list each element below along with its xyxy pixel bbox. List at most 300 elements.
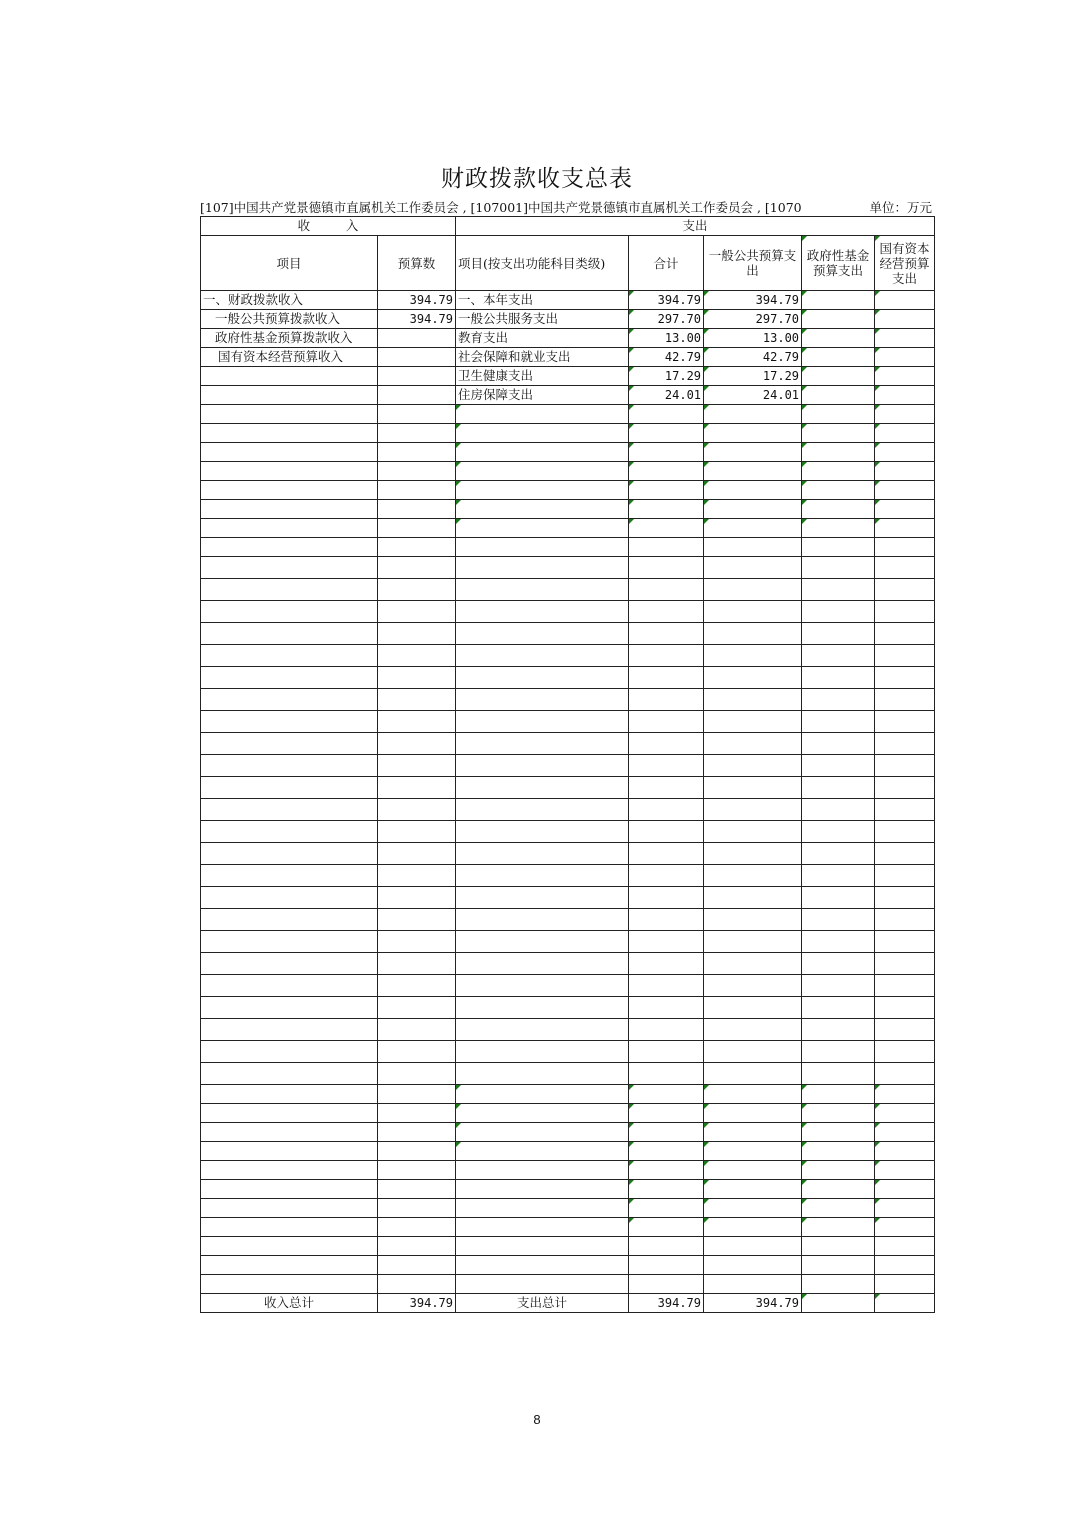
empty-cell	[875, 689, 935, 711]
cell-income-amount	[378, 348, 456, 367]
empty-cell	[456, 777, 629, 799]
empty-cell	[802, 519, 875, 538]
totals-row	[201, 1294, 935, 1313]
empty-cell	[456, 755, 629, 777]
empty-cell	[704, 623, 802, 645]
empty-cell	[704, 405, 802, 424]
cell-income-amount	[378, 329, 456, 348]
empty-cell	[875, 733, 935, 755]
empty-cell	[629, 1256, 704, 1275]
cell-expense-item: 住房保障支出	[456, 386, 629, 405]
empty-cell	[378, 689, 456, 711]
empty-cell	[629, 843, 704, 865]
table-row	[201, 386, 935, 405]
cell-income-amount	[378, 367, 456, 386]
empty-cell	[629, 1275, 704, 1294]
fiscal-summary-table	[200, 216, 935, 1313]
empty-cell	[704, 1275, 802, 1294]
empty-cell	[802, 1180, 875, 1199]
empty-cell	[378, 623, 456, 645]
table-row-empty	[201, 1142, 935, 1161]
empty-cell	[802, 1063, 875, 1085]
empty-cell	[629, 579, 704, 601]
empty-cell	[875, 821, 935, 843]
cell-total: 394.79	[629, 291, 704, 310]
table-row-empty	[201, 579, 935, 601]
empty-cell	[456, 645, 629, 667]
empty-cell	[802, 424, 875, 443]
empty-cell	[875, 711, 935, 733]
empty-cell	[875, 481, 935, 500]
empty-cell	[201, 1123, 378, 1142]
empty-cell	[629, 821, 704, 843]
empty-cell	[875, 462, 935, 481]
cell-income-item: 国有资本经营预算收入	[201, 348, 378, 367]
empty-cell	[875, 538, 935, 557]
table-row-empty	[201, 755, 935, 777]
empty-cell	[378, 733, 456, 755]
empty-cell	[704, 975, 802, 997]
empty-cell	[704, 667, 802, 689]
table-row-empty	[201, 667, 935, 689]
empty-cell	[378, 481, 456, 500]
table-row-empty	[201, 443, 935, 462]
empty-cell	[802, 1237, 875, 1256]
empty-cell	[704, 1123, 802, 1142]
empty-cell	[875, 667, 935, 689]
empty-cell	[629, 645, 704, 667]
cell-income-amount: 394.79	[378, 310, 456, 329]
empty-cell	[875, 1180, 935, 1199]
empty-cell	[704, 799, 802, 821]
empty-cell	[802, 579, 875, 601]
empty-cell	[456, 500, 629, 519]
empty-cell	[629, 799, 704, 821]
empty-cell	[802, 1142, 875, 1161]
cell-state-capital	[875, 348, 935, 367]
empty-cell	[378, 887, 456, 909]
empty-cell	[456, 997, 629, 1019]
empty-cell	[629, 623, 704, 645]
table-row-empty	[201, 557, 935, 579]
empty-cell	[201, 1161, 378, 1180]
empty-cell	[629, 997, 704, 1019]
empty-cell	[875, 1275, 935, 1294]
empty-cell	[629, 405, 704, 424]
empty-cell	[629, 424, 704, 443]
empty-cell	[378, 579, 456, 601]
empty-cell	[378, 997, 456, 1019]
cell-income-amount: 394.79	[378, 291, 456, 310]
empty-cell	[875, 953, 935, 975]
empty-cell	[456, 519, 629, 538]
empty-cell	[802, 689, 875, 711]
empty-cell	[378, 645, 456, 667]
total-total: 394.79	[629, 1294, 704, 1313]
empty-cell	[875, 579, 935, 601]
table-row-empty	[201, 500, 935, 519]
empty-cell	[201, 733, 378, 755]
table-row-empty	[201, 1041, 935, 1063]
empty-cell	[875, 405, 935, 424]
col-header-state-capital: 国有资本经营预算支出	[875, 236, 935, 291]
empty-cell	[704, 1161, 802, 1180]
empty-cell	[456, 405, 629, 424]
empty-cell	[201, 1041, 378, 1063]
empty-cell	[378, 1104, 456, 1123]
cell-total: 13.00	[629, 329, 704, 348]
empty-cell	[456, 1256, 629, 1275]
empty-cell	[629, 519, 704, 538]
empty-cell	[875, 557, 935, 579]
empty-cell	[201, 443, 378, 462]
agency-name: [107]中国共产党景德镇市直属机关工作委员会 , [107001]中国共产党景德镇市直属机关工作委员会 , [1070	[200, 200, 802, 215]
empty-cell	[802, 443, 875, 462]
empty-cell	[629, 909, 704, 931]
empty-cell	[456, 667, 629, 689]
total-expense-label: 支出总计	[456, 1294, 629, 1313]
table-row-empty	[201, 1123, 935, 1142]
table-row-empty	[201, 931, 935, 953]
empty-cell	[629, 711, 704, 733]
empty-cell	[456, 711, 629, 733]
table-row-empty	[201, 601, 935, 623]
empty-cell	[802, 405, 875, 424]
empty-cell	[875, 1063, 935, 1085]
empty-cell	[201, 1063, 378, 1085]
empty-cell	[802, 538, 875, 557]
col-header-budget-amount: 预算数	[378, 236, 456, 291]
empty-cell	[704, 538, 802, 557]
empty-cell	[704, 1142, 802, 1161]
empty-cell	[704, 755, 802, 777]
empty-cell	[201, 799, 378, 821]
empty-cell	[875, 1218, 935, 1237]
empty-cell	[378, 1063, 456, 1085]
empty-cell	[456, 424, 629, 443]
empty-cell	[704, 777, 802, 799]
empty-cell	[802, 931, 875, 953]
empty-cell	[875, 865, 935, 887]
empty-cell	[875, 443, 935, 462]
empty-cell	[802, 997, 875, 1019]
empty-cell	[201, 579, 378, 601]
empty-cell	[802, 843, 875, 865]
empty-cell	[629, 601, 704, 623]
empty-cell	[378, 1199, 456, 1218]
empty-cell	[378, 1142, 456, 1161]
unit-label: 单位：万元	[869, 200, 932, 215]
empty-cell	[456, 579, 629, 601]
empty-cell	[378, 711, 456, 733]
empty-cell	[875, 1237, 935, 1256]
empty-cell	[629, 500, 704, 519]
empty-cell	[802, 623, 875, 645]
table-row-empty	[201, 405, 935, 424]
empty-cell	[201, 405, 378, 424]
total-gov-fund	[802, 1294, 875, 1313]
empty-cell	[802, 821, 875, 843]
empty-cell	[704, 579, 802, 601]
empty-cell	[875, 777, 935, 799]
table-row-empty	[201, 1104, 935, 1123]
cell-general-public: 394.79	[704, 291, 802, 310]
cell-general-public: 13.00	[704, 329, 802, 348]
cell-gov-fund	[802, 386, 875, 405]
cell-expense-item: 卫生健康支出	[456, 367, 629, 386]
table-row	[201, 291, 935, 310]
empty-cell	[802, 1218, 875, 1237]
empty-cell	[802, 645, 875, 667]
table-row-empty	[201, 538, 935, 557]
cell-total: 42.79	[629, 348, 704, 367]
total-general-public: 394.79	[704, 1294, 802, 1313]
agency-line	[200, 200, 934, 216]
table-row-empty	[201, 1256, 935, 1275]
empty-cell	[378, 865, 456, 887]
table-row-empty	[201, 462, 935, 481]
empty-cell	[456, 1161, 629, 1180]
empty-cell	[456, 733, 629, 755]
empty-cell	[629, 953, 704, 975]
empty-cell	[629, 1161, 704, 1180]
table-row-empty	[201, 424, 935, 443]
cell-state-capital	[875, 310, 935, 329]
empty-cell	[802, 500, 875, 519]
empty-cell	[629, 865, 704, 887]
cell-state-capital	[875, 386, 935, 405]
empty-cell	[875, 1161, 935, 1180]
cell-state-capital	[875, 329, 935, 348]
empty-cell	[201, 711, 378, 733]
cell-expense-item: 社会保障和就业支出	[456, 348, 629, 367]
table-row-empty	[201, 1199, 935, 1218]
cell-total: 17.29	[629, 367, 704, 386]
empty-cell	[704, 865, 802, 887]
empty-cell	[456, 481, 629, 500]
empty-cell	[201, 1019, 378, 1041]
empty-cell	[456, 1142, 629, 1161]
cell-income-item	[201, 386, 378, 405]
empty-cell	[201, 601, 378, 623]
empty-cell	[875, 424, 935, 443]
empty-cell	[802, 1161, 875, 1180]
empty-cell	[704, 601, 802, 623]
empty-cell	[629, 667, 704, 689]
empty-cell	[378, 519, 456, 538]
empty-cell	[704, 843, 802, 865]
empty-cell	[378, 667, 456, 689]
empty-cell	[201, 645, 378, 667]
table-row-empty	[201, 1180, 935, 1199]
empty-cell	[629, 689, 704, 711]
empty-cell	[629, 1041, 704, 1063]
cell-expense-item: 一般公共服务支出	[456, 310, 629, 329]
cell-gov-fund	[802, 291, 875, 310]
empty-cell	[629, 462, 704, 481]
empty-cell	[201, 500, 378, 519]
table-row-empty	[201, 887, 935, 909]
col-header-gov-fund: 政府性基金预算支出	[802, 236, 875, 291]
empty-cell	[802, 557, 875, 579]
empty-cell	[802, 909, 875, 931]
empty-cell	[456, 623, 629, 645]
empty-cell	[704, 931, 802, 953]
empty-cell	[704, 1237, 802, 1256]
empty-cell	[704, 645, 802, 667]
cell-gov-fund	[802, 348, 875, 367]
empty-cell	[629, 1218, 704, 1237]
cell-state-capital	[875, 367, 935, 386]
table-row-empty	[201, 1085, 935, 1104]
empty-cell	[201, 997, 378, 1019]
empty-cell	[875, 645, 935, 667]
empty-cell	[201, 1199, 378, 1218]
empty-cell	[704, 909, 802, 931]
empty-cell	[456, 538, 629, 557]
empty-cell	[875, 1104, 935, 1123]
table-row-empty	[201, 865, 935, 887]
empty-cell	[378, 1161, 456, 1180]
empty-cell	[629, 1104, 704, 1123]
empty-cell	[802, 481, 875, 500]
table-row-empty	[201, 1161, 935, 1180]
empty-cell	[802, 1256, 875, 1275]
empty-cell	[201, 1180, 378, 1199]
empty-cell	[875, 1142, 935, 1161]
empty-cell	[378, 1085, 456, 1104]
empty-cell	[456, 821, 629, 843]
empty-cell	[378, 1123, 456, 1142]
empty-cell	[875, 623, 935, 645]
empty-cell	[201, 557, 378, 579]
total-state-capital	[875, 1294, 935, 1313]
page-title: 财政拨款收支总表	[441, 166, 633, 192]
empty-cell	[378, 843, 456, 865]
empty-cell	[456, 1218, 629, 1237]
empty-cell	[378, 424, 456, 443]
table-row	[201, 348, 935, 367]
cell-expense-item: 教育支出	[456, 329, 629, 348]
table-row-empty	[201, 1019, 935, 1041]
empty-cell	[456, 799, 629, 821]
empty-cell	[704, 500, 802, 519]
empty-cell	[875, 799, 935, 821]
empty-cell	[378, 1019, 456, 1041]
cell-general-public: 17.29	[704, 367, 802, 386]
empty-cell	[704, 462, 802, 481]
empty-cell	[802, 953, 875, 975]
empty-cell	[704, 689, 802, 711]
empty-cell	[456, 975, 629, 997]
empty-cell	[378, 821, 456, 843]
empty-cell	[629, 733, 704, 755]
empty-cell	[378, 462, 456, 481]
empty-cell	[802, 733, 875, 755]
empty-cell	[802, 755, 875, 777]
empty-cell	[704, 1041, 802, 1063]
cell-income-amount	[378, 386, 456, 405]
col-header-item: 项目	[201, 236, 378, 291]
empty-cell	[201, 462, 378, 481]
empty-cell	[629, 1199, 704, 1218]
table-row	[201, 310, 935, 329]
empty-cell	[201, 865, 378, 887]
cell-income-item: 一般公共预算拨款收入	[201, 310, 378, 329]
empty-cell	[802, 1275, 875, 1294]
empty-cell	[875, 909, 935, 931]
empty-cell	[456, 1019, 629, 1041]
table-row-empty	[201, 953, 935, 975]
empty-cell	[875, 997, 935, 1019]
empty-cell	[629, 1180, 704, 1199]
cell-income-item: 政府性基金预算拨款收入	[201, 329, 378, 348]
table-row-empty	[201, 1237, 935, 1256]
empty-cell	[629, 557, 704, 579]
empty-cell	[704, 953, 802, 975]
empty-cell	[802, 865, 875, 887]
empty-cell	[875, 1256, 935, 1275]
empty-cell	[704, 424, 802, 443]
empty-cell	[629, 1019, 704, 1041]
empty-cell	[802, 711, 875, 733]
empty-cell	[456, 443, 629, 462]
empty-cell	[802, 1199, 875, 1218]
empty-cell	[704, 1199, 802, 1218]
empty-cell	[704, 997, 802, 1019]
empty-cell	[802, 1123, 875, 1142]
table-row-empty	[201, 645, 935, 667]
empty-cell	[201, 931, 378, 953]
table-row-empty	[201, 777, 935, 799]
empty-cell	[201, 1104, 378, 1123]
empty-cell	[629, 1085, 704, 1104]
empty-cell	[378, 755, 456, 777]
empty-cell	[875, 843, 935, 865]
table-row-empty	[201, 623, 935, 645]
empty-cell	[629, 481, 704, 500]
cell-total: 24.01	[629, 386, 704, 405]
empty-cell	[201, 538, 378, 557]
empty-cell	[704, 443, 802, 462]
empty-cell	[378, 1275, 456, 1294]
empty-cell	[875, 975, 935, 997]
empty-cell	[802, 777, 875, 799]
empty-cell	[456, 887, 629, 909]
empty-cell	[456, 601, 629, 623]
empty-cell	[802, 1085, 875, 1104]
empty-cell	[875, 931, 935, 953]
empty-cell	[629, 755, 704, 777]
empty-cell	[378, 1237, 456, 1256]
empty-cell	[378, 1218, 456, 1237]
empty-cell	[201, 1237, 378, 1256]
empty-cell	[875, 1041, 935, 1063]
empty-cell	[378, 909, 456, 931]
empty-cell	[802, 975, 875, 997]
empty-cell	[378, 443, 456, 462]
cell-gov-fund	[802, 329, 875, 348]
cell-income-item	[201, 367, 378, 386]
empty-cell	[378, 1041, 456, 1063]
empty-cell	[704, 1256, 802, 1275]
table-row	[201, 367, 935, 386]
empty-cell	[201, 623, 378, 645]
column-header-row	[201, 236, 935, 291]
empty-cell	[201, 975, 378, 997]
empty-cell	[456, 1275, 629, 1294]
empty-cell	[704, 887, 802, 909]
